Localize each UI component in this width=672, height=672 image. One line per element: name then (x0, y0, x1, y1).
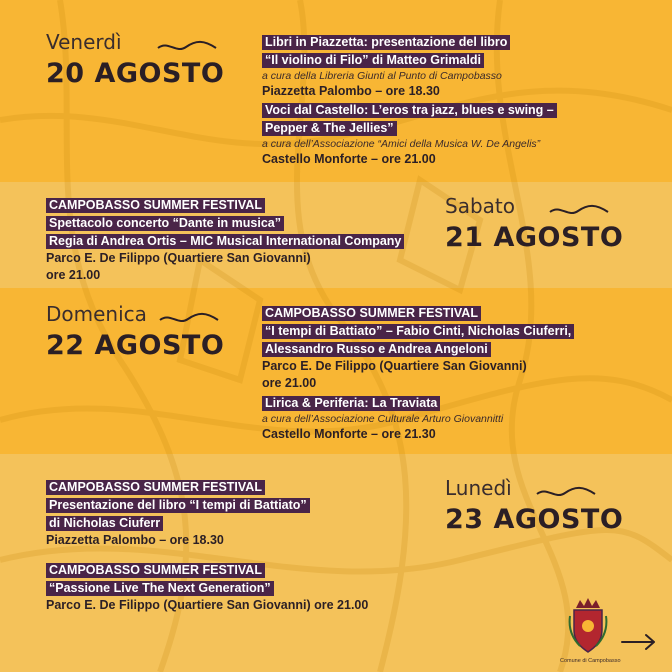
date-3: 22 AGOSTO (46, 330, 225, 361)
event-location-time: Castello Monforte – ore 21.30 (262, 427, 436, 441)
date-2: 21 AGOSTO (445, 222, 624, 253)
event-title-line: Lirica & Periferia: La Traviata (262, 396, 440, 411)
event-location-time: Parco E. De Filippo (Quartiere San Giovanni) ore 21.00 (46, 598, 369, 612)
event-title-line: CAMPOBASSO SUMMER FESTIVAL (262, 306, 481, 321)
event-tempi-battiato (262, 304, 574, 392)
event-title-line: Regia di Andrea Ortis – MIC Musical International Company (46, 234, 404, 249)
event-title-line: Alessandro Russo e Andrea Angeloni (262, 342, 491, 357)
day-name-1: Venerdì (46, 30, 122, 54)
event-libri-piazzetta (262, 33, 510, 100)
date-1: 20 AGOSTO (46, 58, 225, 89)
event-organizer: a cura della Libreria Giunti al Punto di Campobasso (262, 70, 502, 82)
date-4: 23 AGOSTO (445, 504, 624, 535)
event-organizer: a cura dell’Associazione “Amici della Musica W. De Angelis” (262, 138, 541, 150)
event-passione-live (46, 561, 368, 614)
event-organizer: a cura dell’Associazione Culturale Arturo Giovannitti (262, 413, 504, 425)
event-time: ore 21.00 (46, 268, 101, 282)
squiggle-icon (535, 486, 597, 500)
arrow-right-icon[interactable] (620, 632, 658, 652)
event-voci-castello (262, 101, 557, 168)
crest-label: Comune di Campobasso (560, 658, 621, 664)
event-title-line: Spettacolo concerto “Dante in musica” (46, 216, 284, 231)
event-title-line: “Passione Live The Next Generation” (46, 581, 274, 596)
event-title-line: CAMPOBASSO SUMMER FESTIVAL (46, 198, 265, 213)
event-title-line: CAMPOBASSO SUMMER FESTIVAL (46, 563, 265, 578)
event-title-line: Libri in Piazzetta: presentazione del libro (262, 35, 510, 50)
event-title-line: Pepper & The Jellies” (262, 121, 397, 136)
event-location-time: Piazzetta Palombo – ore 18.30 (46, 533, 224, 547)
event-lirica-periferia (262, 394, 503, 443)
event-title-line: “I tempi di Battiato” – Fabio Cinti, Nicholas Ciuferri, (262, 324, 574, 339)
event-location: Parco E. De Filippo (Quartiere San Giovanni) (46, 251, 311, 265)
event-title-line: CAMPOBASSO SUMMER FESTIVAL (46, 480, 265, 495)
event-location-time: Piazzetta Palombo – ore 18.30 (262, 84, 440, 98)
event-title-line: Presentazione del libro “I tempi di Battiato” (46, 498, 310, 513)
event-location-time: Castello Monforte – ore 21.00 (262, 152, 436, 166)
day-name-4: Lunedì (445, 476, 512, 500)
day-name-3: Domenica (46, 302, 147, 326)
squiggle-icon (158, 312, 220, 326)
event-presentazione-libro (46, 478, 310, 549)
event-location: Parco E. De Filippo (Quartiere San Giovanni) (262, 359, 527, 373)
squiggle-icon (156, 40, 218, 54)
squiggle-icon (548, 204, 610, 218)
event-time: ore 21.00 (262, 376, 317, 390)
event-dante-in-musica (46, 196, 404, 284)
event-title-line: “Il violino di Filo” di Matteo Grimaldi (262, 53, 484, 68)
event-title-line: Voci dal Castello: L’eros tra jazz, blues e swing – (262, 103, 557, 118)
city-crest-icon (568, 596, 608, 654)
day-name-2: Sabato (445, 194, 515, 218)
event-title-line: di Nicholas Ciuferr (46, 516, 163, 531)
